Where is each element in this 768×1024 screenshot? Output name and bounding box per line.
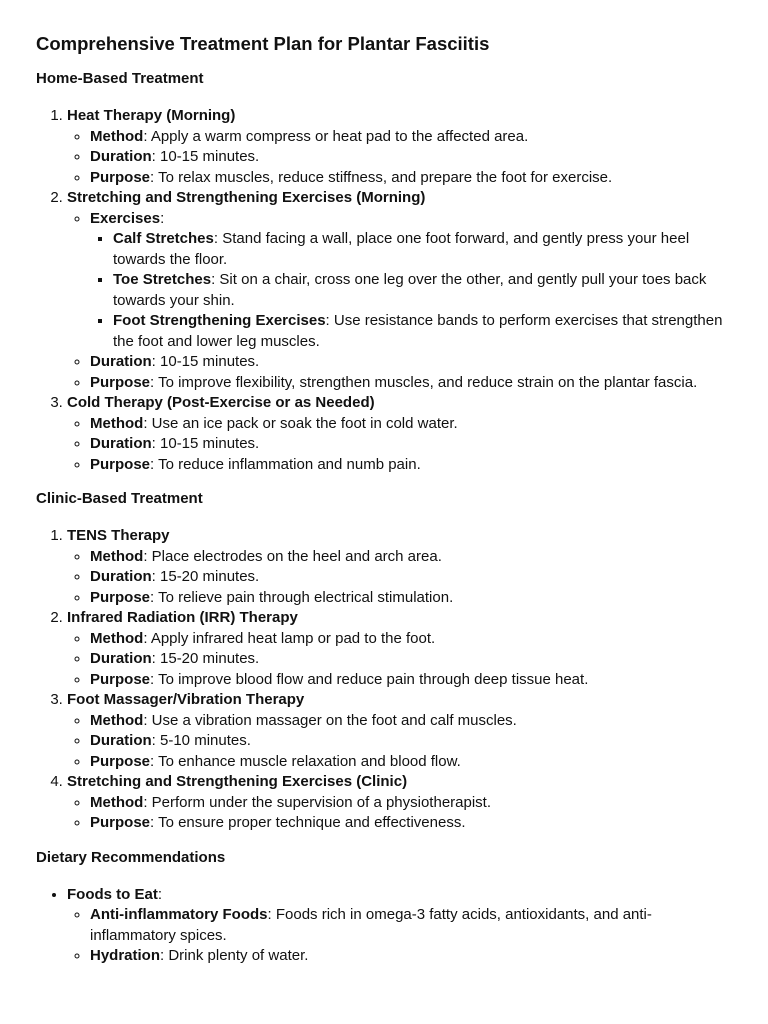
detail-item xyxy=(90,168,736,189)
detail-key: Method xyxy=(90,711,144,729)
detail-key: Purpose xyxy=(90,670,151,688)
section-heading-clinic: Clinic-Based Treatment xyxy=(36,490,203,507)
list-item xyxy=(67,526,736,608)
item-label: Foods to Eat xyxy=(67,885,158,903)
detail-item xyxy=(90,567,736,588)
item-label: Foot Massager/Vibration Therapy xyxy=(67,691,305,708)
item-label: TENS Therapy xyxy=(67,527,170,544)
detail-list xyxy=(67,547,736,609)
list-item xyxy=(67,885,736,967)
item-label: Stretching and Strengthening Exercises (Clinic) xyxy=(67,773,408,790)
exercise-text: : Stand facing a wall, place one foot forward, and gently press your heel towards the floor. xyxy=(113,230,690,268)
detail-item xyxy=(90,352,736,373)
detail-text: : 5-10 minutes. xyxy=(151,732,251,749)
list-item xyxy=(67,106,736,188)
detail-key: Duration xyxy=(90,435,152,452)
list-item xyxy=(67,393,736,475)
item-label: Heat Therapy (Morning) xyxy=(67,107,236,124)
detail-key: Purpose xyxy=(90,455,151,473)
detail-key: Method xyxy=(90,414,144,432)
detail-item xyxy=(90,752,736,773)
detail-text: : 10-15 minutes. xyxy=(151,148,260,165)
detail-list xyxy=(67,209,736,394)
detail-item xyxy=(90,414,736,435)
detail-text: : Place electrodes on the heel and arch area. xyxy=(143,547,442,565)
detail-key: Duration xyxy=(90,353,152,370)
exercise-item xyxy=(113,311,736,352)
exercise-list xyxy=(90,229,736,352)
diet-list xyxy=(36,885,736,967)
section-heading-home: Home-Based Treatment xyxy=(36,70,204,87)
detail-text: : Apply a warm compress or heat pad to the affected area. xyxy=(143,127,529,145)
detail-key: Purpose xyxy=(90,168,151,186)
section-heading-diet: Dietary Recommendations xyxy=(36,848,226,866)
detail-key: Duration xyxy=(90,732,152,749)
detail-key: Purpose xyxy=(90,814,151,831)
item-colon: : xyxy=(157,885,162,903)
detail-item xyxy=(90,793,736,814)
detail-list xyxy=(67,711,736,773)
page-title: Comprehensive Treatment Plan for Plantar Fasciitis xyxy=(36,33,490,54)
exercise-key: Foot Strengthening Exercises xyxy=(113,312,326,329)
detail-key: Method xyxy=(90,127,144,145)
detail-list xyxy=(67,793,736,834)
detail-text: : Apply infrared heat lamp or pad to the foot. xyxy=(143,629,436,647)
detail-item xyxy=(90,629,736,650)
detail-text: : Foods rich in omega-3 fatty acids, antioxidants, and anti-inflammatory spices. xyxy=(90,906,652,944)
detail-key: Method xyxy=(90,547,144,565)
detail-list xyxy=(67,629,736,691)
detail-list xyxy=(67,127,736,189)
detail-key: Purpose xyxy=(90,752,151,770)
detail-key: Duration xyxy=(90,148,152,165)
detail-text: : xyxy=(160,209,165,227)
item-label: Cold Therapy (Post-Exercise or as Needed) xyxy=(67,394,375,411)
detail-list xyxy=(67,414,736,476)
detail-key: Purpose xyxy=(90,373,151,391)
item-label: Stretching and Strengthening Exercises (Morning) xyxy=(67,189,426,206)
detail-key: Method xyxy=(90,629,144,647)
detail-key: Hydration xyxy=(90,947,161,964)
detail-item xyxy=(90,147,736,168)
detail-key: Duration xyxy=(90,650,152,667)
detail-item xyxy=(90,670,736,691)
home-treatment-list xyxy=(36,106,736,475)
exercise-key: Calf Stretches xyxy=(113,230,214,247)
detail-item xyxy=(90,373,736,394)
detail-key: Duration xyxy=(90,568,152,585)
list-item xyxy=(67,608,736,690)
clinic-treatment-list xyxy=(36,526,736,834)
exercise-item xyxy=(113,229,736,270)
detail-text: : Use a vibration massager on the foot and calf muscles. xyxy=(143,711,517,729)
detail-key: Exercises xyxy=(90,209,161,227)
detail-key: Anti-inflammatory Foods xyxy=(90,906,268,923)
detail-item xyxy=(90,731,736,752)
detail-item xyxy=(90,209,736,353)
detail-text: : To reduce inflammation and numb pain. xyxy=(150,455,421,473)
detail-text: : 15-20 minutes. xyxy=(151,568,260,585)
detail-item xyxy=(90,905,736,946)
detail-list xyxy=(67,905,736,967)
exercise-text: : Use resistance bands to perform exercises that strengthen the foot and lower leg muscles. xyxy=(113,312,723,350)
detail-item xyxy=(90,455,736,476)
detail-item xyxy=(90,547,736,568)
detail-text: : Drink plenty of water. xyxy=(160,947,309,964)
detail-text: : To enhance muscle relaxation and blood flow. xyxy=(150,752,461,770)
detail-text: : To relax muscles, reduce stiffness, and prepare the foot for exercise. xyxy=(150,168,613,186)
list-item xyxy=(67,772,736,834)
detail-item xyxy=(90,813,736,834)
list-item xyxy=(67,188,736,393)
detail-text: : To relieve pain through electrical stimulation. xyxy=(150,588,454,606)
exercise-text: : Sit on a chair, cross one leg over the other, and gently pull your toes back towards your shin. xyxy=(113,271,707,309)
detail-item xyxy=(90,434,736,455)
detail-text: : To improve blood flow and reduce pain through deep tissue heat. xyxy=(150,670,589,688)
detail-item xyxy=(90,588,736,609)
detail-text: : Perform under the supervision of a physiotherapist. xyxy=(143,793,492,811)
detail-text: : To improve flexibility, strengthen muscles, and reduce strain on the plantar fascia. xyxy=(150,373,698,391)
detail-item xyxy=(90,711,736,732)
detail-text: : 15-20 minutes. xyxy=(151,650,260,667)
detail-item xyxy=(90,127,736,148)
detail-key: Method xyxy=(90,793,144,811)
exercise-key: Toe Stretches xyxy=(113,271,212,288)
detail-text: : 10-15 minutes. xyxy=(151,435,260,452)
detail-item xyxy=(90,649,736,670)
document xyxy=(36,32,736,981)
list-item xyxy=(67,690,736,772)
detail-text: : Use an ice pack or soak the foot in cold water. xyxy=(143,414,458,432)
detail-text: : To ensure proper technique and effectiveness. xyxy=(150,814,466,831)
item-label: Infrared Radiation (IRR) Therapy xyxy=(67,609,298,626)
detail-item xyxy=(90,946,736,967)
detail-key: Purpose xyxy=(90,588,151,606)
detail-text: : 10-15 minutes. xyxy=(151,353,260,370)
exercise-item xyxy=(113,270,736,311)
